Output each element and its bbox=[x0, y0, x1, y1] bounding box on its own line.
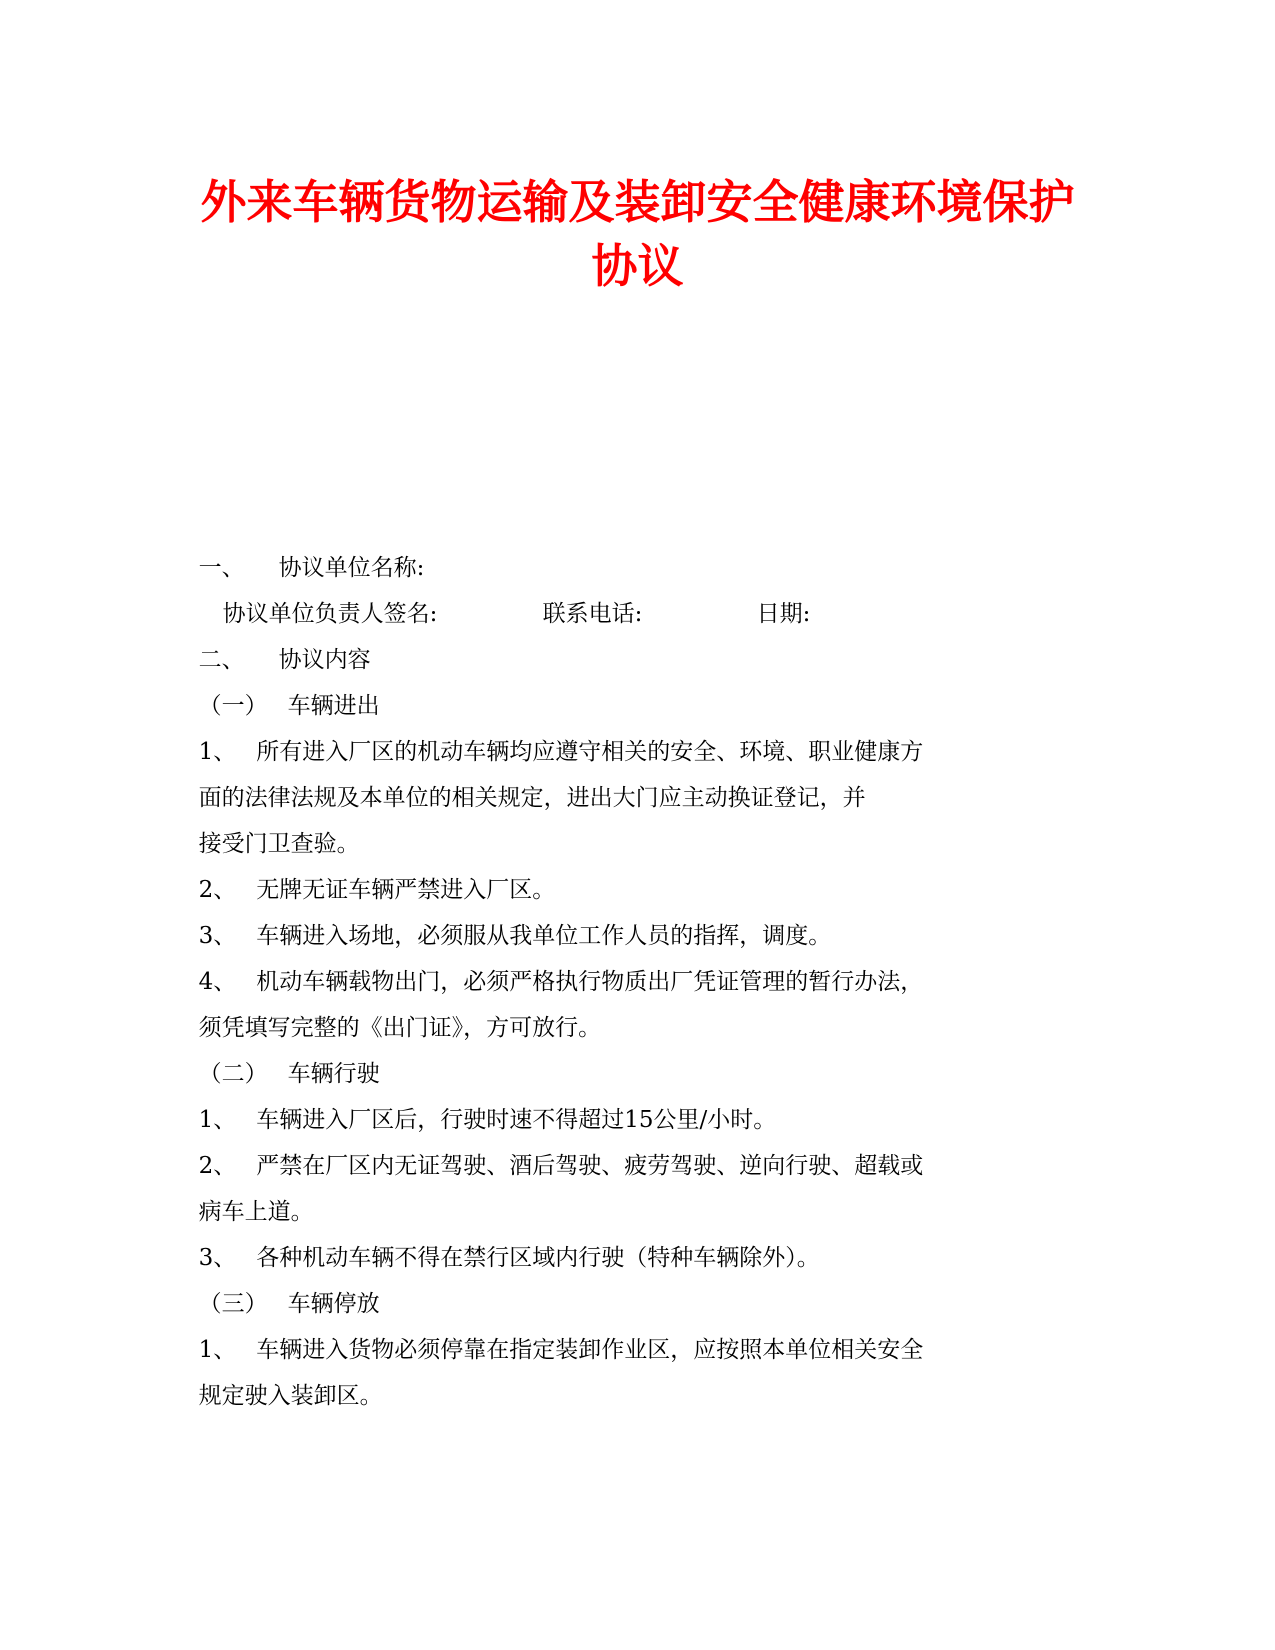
clause-number: 1、 bbox=[198, 1337, 237, 1363]
clause-text: 严禁在厂区内无证驾驶、酒后驾驶、疲劳驾驶、逆向行驶、超载或 bbox=[256, 1153, 924, 1179]
part-number: （三） bbox=[198, 1291, 268, 1317]
clause-text: 各种机动车辆不得在禁行区域内行驶（特种车辆除外）。 bbox=[256, 1245, 820, 1271]
clause-text: 规定驶入装卸区。 bbox=[198, 1383, 383, 1409]
clause-number: 3、 bbox=[198, 923, 237, 949]
signature-label: 协议单位负责人签名: bbox=[222, 601, 438, 627]
part-number: （二） bbox=[198, 1061, 268, 1087]
clause-text: 面的法律法规及本单位的相关规定，进出大门应主动换证登记，并 bbox=[198, 785, 866, 811]
part-label: 车辆行驶 bbox=[287, 1061, 380, 1087]
clause-number: 2、 bbox=[198, 1153, 237, 1179]
section-label: 协议单位名称: bbox=[278, 555, 425, 581]
clause-number: 4、 bbox=[198, 969, 237, 995]
date-label: 日期: bbox=[756, 601, 811, 627]
phone-field bbox=[528, 569, 642, 629]
clause-number: 1、 bbox=[198, 1107, 237, 1133]
clause-text: 车辆进入厂区后，行驶时速不得超过15公里/小时。 bbox=[256, 1107, 777, 1133]
clause-text: 车辆进入货物必须停靠在指定装卸作业区，应按照本单位相关安全 bbox=[256, 1337, 924, 1363]
part-number: （一） bbox=[198, 693, 268, 719]
clause-number: 2、 bbox=[198, 877, 237, 903]
clause-3-1-continued bbox=[184, 1351, 383, 1411]
clause-number: 1、 bbox=[198, 739, 237, 765]
phone-label: 联系电话: bbox=[542, 601, 643, 627]
clause-text: 无牌无证车辆严禁进入厂区。 bbox=[256, 877, 556, 903]
document-title-line-1: 外来车辆货物运输及装卸安全健康环境保护 bbox=[200, 175, 1075, 229]
clause-number: 3、 bbox=[198, 1245, 237, 1271]
date-field bbox=[742, 569, 810, 629]
part-label: 车辆进出 bbox=[287, 693, 380, 719]
clause-text: 车辆进入场地，必须服从我单位工作人员的指挥，调度。 bbox=[256, 923, 832, 949]
section-number: 一、 bbox=[198, 555, 245, 581]
part-label: 车辆停放 bbox=[287, 1291, 380, 1317]
document-title-line-2: 协议 bbox=[591, 239, 684, 293]
section-number: 二、 bbox=[198, 647, 245, 673]
clause-text: 机动车辆载物出门，必须严格执行物质出厂凭证管理的暂行办法， bbox=[256, 969, 924, 995]
clause-text: 病车上道。 bbox=[198, 1199, 314, 1225]
clause-text: 须凭填写完整的《出门证》，方可放行。 bbox=[198, 1015, 602, 1041]
clause-text: 所有进入厂区的机动车辆均应遵守相关的安全、环境、职业健康方 bbox=[256, 739, 924, 765]
section-label: 协议内容 bbox=[278, 647, 371, 673]
clause-text: 接受门卫查验。 bbox=[198, 831, 360, 857]
